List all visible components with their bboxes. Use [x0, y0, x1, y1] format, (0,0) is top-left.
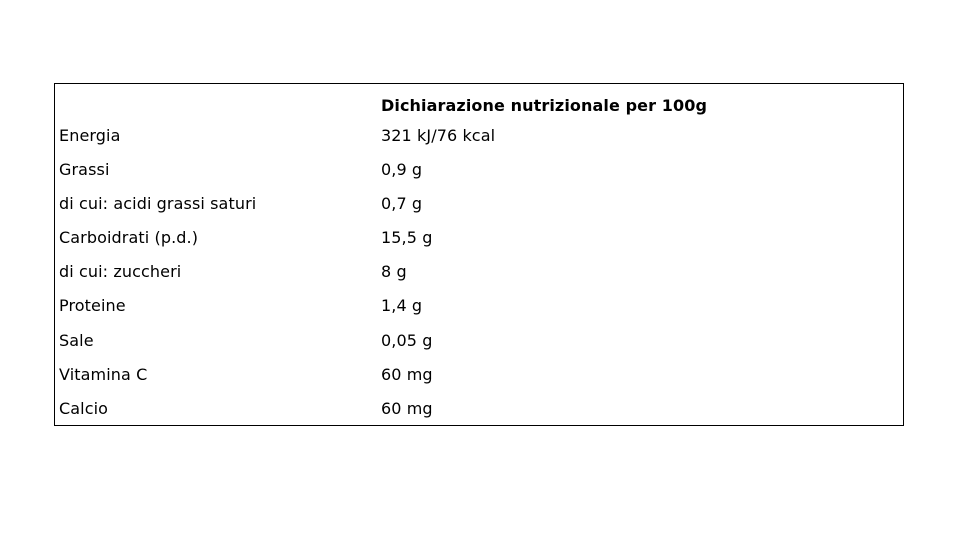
- table-row: [55, 394, 903, 428]
- table-body: [55, 121, 903, 428]
- nutrient-value: 0,9 g: [381, 160, 423, 180]
- nutrient-label: Vitamina C: [59, 364, 148, 384]
- nutrient-label: Carboidrati (p.d.): [59, 228, 199, 248]
- nutrition-table: [54, 83, 904, 426]
- nutrient-label: Proteine: [59, 296, 126, 316]
- nutrient-label: Energia: [59, 126, 121, 145]
- table-header-row: [55, 90, 903, 124]
- nutrient-value: 60 mg: [381, 364, 433, 384]
- table-row: [55, 189, 903, 223]
- nutrient-value: 15,5 g: [381, 228, 433, 248]
- nutrient-value: 321 kJ/76 kcal: [381, 126, 496, 145]
- nutrient-value: 0,05 g: [381, 330, 433, 350]
- table-row: [55, 121, 903, 155]
- nutrient-value: 0,7 g: [381, 194, 423, 214]
- nutrient-label: di cui: zuccheri: [59, 262, 182, 282]
- nutrient-value: 8 g: [381, 262, 407, 282]
- table-row: [55, 223, 903, 257]
- table-row: [55, 155, 903, 189]
- nutrient-label: Grassi: [59, 160, 110, 180]
- table-row: [55, 326, 903, 360]
- nutrient-value: 60 mg: [381, 398, 433, 418]
- table-header-title: Dichiarazione nutrizionale per 100g: [381, 96, 708, 115]
- table-row: [55, 257, 903, 291]
- nutrient-label: Sale: [59, 330, 94, 350]
- nutrient-value: 1,4 g: [381, 296, 423, 316]
- nutrient-label: Calcio: [59, 398, 109, 418]
- table-row: [55, 291, 903, 325]
- table-row: [55, 360, 903, 394]
- nutrient-label: di cui: acidi grassi saturi: [59, 194, 257, 214]
